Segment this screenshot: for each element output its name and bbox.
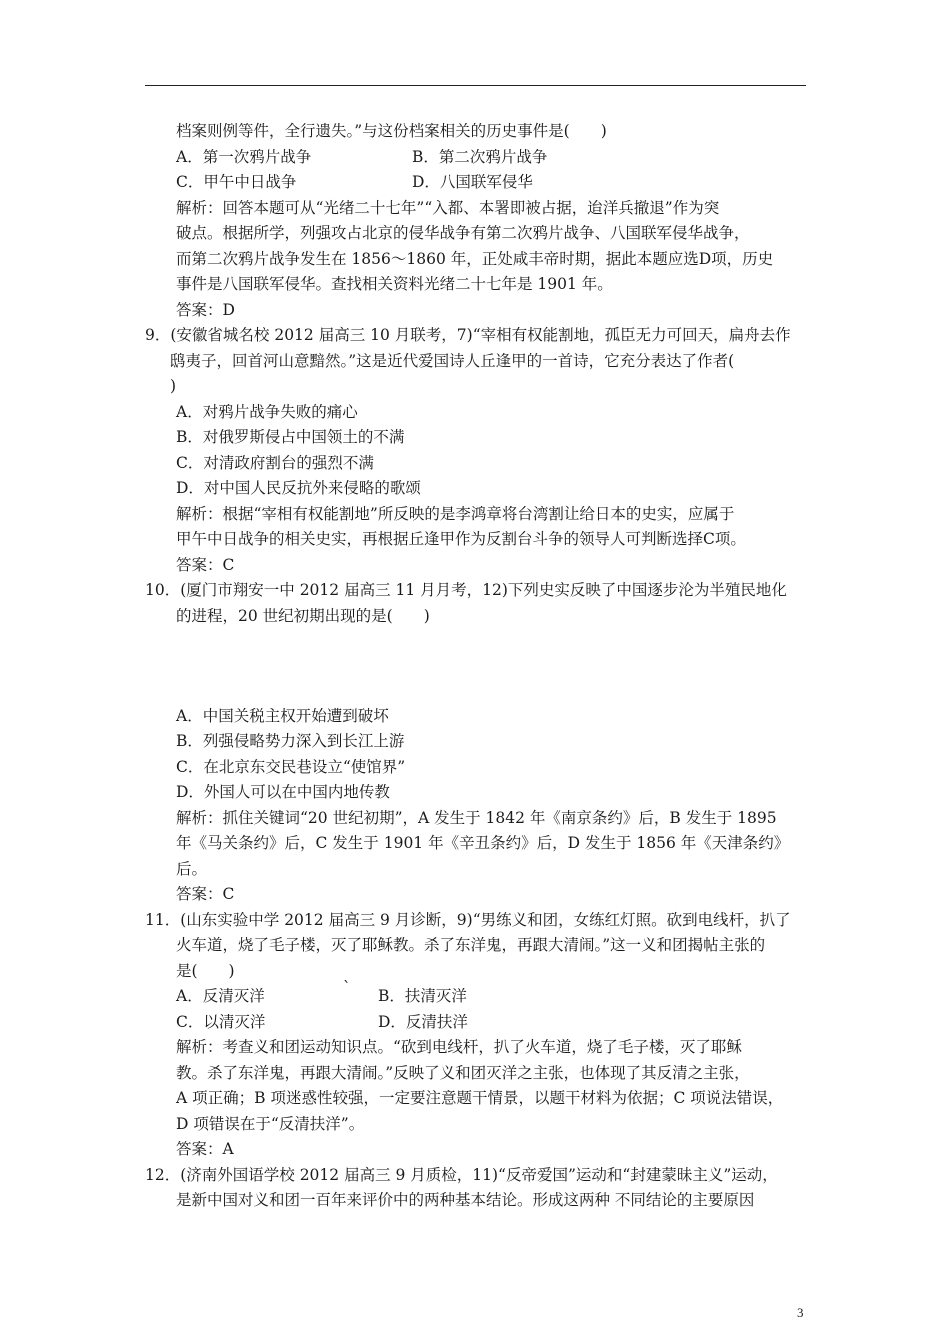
option-c: C．在北京东交民巷设立“使馆界” bbox=[176, 758, 406, 776]
question-11: 11．(山东实验中学 2012 届高三 9 月诊断，9)“男练义和团，女练红灯照。砍到电线杆，扒了 bbox=[145, 911, 791, 929]
stray-mark: ` bbox=[343, 979, 351, 997]
option-d: D．反清扶洋 bbox=[378, 1013, 468, 1031]
option-a: A．对鸦片战争失败的痛心 bbox=[176, 403, 358, 421]
question-line: 鸱夷子，回首河山意黯然。”这是近代爱国诗人丘逢甲的一首诗，它充分表达了作者( bbox=[170, 352, 735, 370]
question-line: 是( ) bbox=[176, 962, 235, 980]
option-a: A．反清灭洋 bbox=[176, 987, 265, 1005]
analysis-line: 甲午中日战争的相关史实，再根据丘逢甲作为反割台斗争的领导人可判断选择C项。 bbox=[176, 530, 746, 548]
option-d: D．对中国人民反抗外来侵略的歌颂 bbox=[176, 479, 421, 497]
analysis-line: 解析：根据“宰相有权能割地”所反映的是李鸿章将台湾割让给日本的史实，应属于 bbox=[176, 505, 735, 523]
analysis-line: D 项错误在于“反清扶洋”。 bbox=[176, 1115, 365, 1133]
text-line: 档案则例等件，全行遗失。”与这份档案相关的历史事件是( ) bbox=[176, 122, 607, 140]
analysis-line: 事件是八国联军侵华。查找相关资料光绪二十七年是 1901 年。 bbox=[176, 275, 613, 293]
option-d: D．外国人可以在中国内地传教 bbox=[176, 783, 390, 801]
question-12: 12．(济南外国语学校 2012 届高三 9 月质检，11)“反帝爱国”运动和“封建蒙昧主义”运动， bbox=[145, 1166, 778, 1184]
option-b: B．第二次鸦片战争 bbox=[412, 148, 548, 166]
option-b: B．列强侵略势力深入到长江上游 bbox=[176, 732, 405, 750]
page-number: 3 bbox=[797, 1305, 804, 1320]
header-rule bbox=[145, 85, 806, 86]
option-c: C．对清政府割台的强烈不满 bbox=[176, 454, 374, 472]
option-c: C．以清灭洋 bbox=[176, 1013, 266, 1031]
analysis-line: 年《马关条约》后，C 发生于 1901 年《辛丑条约》后，D 发生于 1856 年《天津条约》 bbox=[176, 834, 790, 852]
analysis-line: 解析：考查义和团运动知识点。“砍到电线杆，扒了火车道，烧了毛子楼，灭了耶稣 bbox=[176, 1038, 742, 1056]
analysis-line: 解析：回答本题可从“光绪二十七年”“入都、本署即被占据，迨洋兵撤退”作为突 bbox=[176, 199, 720, 217]
question-line: 是新中国对义和团一百年来评价中的两种基本结论。形成这两种 不同结论的主要原因 bbox=[176, 1191, 755, 1209]
question-9: 9．(安徽省城名校 2012 届高三 10 月联考，7)“宰相有权能割地，孤臣无力可回天，扁舟去作 bbox=[145, 326, 791, 344]
question-line: 火车道，烧了毛子楼，灭了耶稣教。杀了东洋鬼，再跟大清闹。”这一义和团揭帖主张的 bbox=[176, 936, 766, 954]
question-10: 10．(厦门市翔安一中 2012 届高三 11 月月考，12)下列史实反映了中国逐步沦为半殖民地化 bbox=[145, 581, 787, 599]
analysis-line: 破点。根据所学，列强攻占北京的侵华战争有第二次鸦片战争、八国联军侵华战争， bbox=[176, 224, 750, 242]
analysis-line: 教。杀了东洋鬼，再跟大清闹。”反映了义和团灭洋之主张，也体现了其反清之主张， bbox=[176, 1064, 750, 1082]
answer-line: 答案：C bbox=[176, 885, 235, 903]
analysis-line: A 项正确；B 项迷惑性较强，一定要注意题干情景，以题干材料为依据；C 项说法错误， bbox=[176, 1089, 784, 1107]
option-a: A．第一次鸦片战争 bbox=[176, 148, 312, 166]
analysis-line: 解析：抓住关键词“20 世纪初期”，A 发生于 1842 年《南京条约》后，B 发生于 1895 bbox=[176, 809, 777, 827]
option-c: C．甲午中日战争 bbox=[176, 173, 297, 191]
option-b: B．对俄罗斯侵占中国领土的不满 bbox=[176, 428, 405, 446]
option-d: D．八国联军侵华 bbox=[412, 173, 533, 191]
question-line: ) bbox=[170, 377, 177, 395]
analysis-line: 后。 bbox=[176, 860, 208, 878]
answer-line: 答案：C bbox=[176, 556, 235, 574]
answer-line: 答案：D bbox=[176, 301, 235, 319]
answer-line: 答案：A bbox=[176, 1140, 234, 1158]
analysis-line: 而第二次鸦片战争发生在 1856～1860 年，正处咸丰帝时期，据此本题应选D项，历史 bbox=[176, 250, 774, 268]
question-line: 的进程，20 世纪初期出现的是( ) bbox=[176, 607, 430, 625]
option-a: A．中国关税主权开始遭到破坏 bbox=[176, 707, 389, 725]
option-b: B．扶清灭洋 bbox=[378, 987, 467, 1005]
